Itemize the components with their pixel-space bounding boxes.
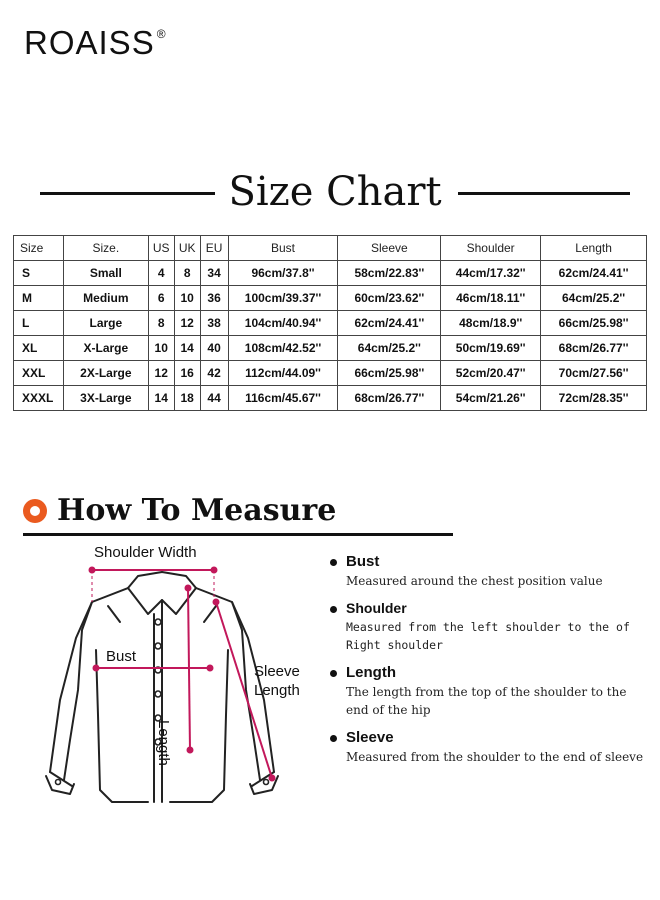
guide-item-shoulder [328,600,648,654]
cell-eu: 38 [200,311,228,336]
table-row [14,386,647,411]
how-to-measure-title: How To Measure [57,493,337,528]
cell-length: 68cm/26.77'' [541,336,647,361]
cell-uk: 8 [174,261,200,286]
cell-length: 64cm/25.2'' [541,286,647,311]
guide-description: Measured from the shoulder to the end of sleeve [346,750,644,764]
cell-eu: 44 [200,386,228,411]
cell-sleeve: 66cm/25.98'' [338,361,441,386]
table-header-row [14,236,647,261]
guide-item-sleeve [328,729,648,766]
cell-us: 8 [148,311,174,336]
col-header-us: US [148,236,174,261]
cell-size: S [14,261,64,286]
cell-uk: 12 [174,311,200,336]
label-length: Length [155,720,172,766]
size-chart-title-row [40,168,630,218]
col-header-shoulder: Shoulder [441,236,541,261]
cell-uk: 18 [174,386,200,411]
cell-bust: 104cm/40.94'' [228,311,338,336]
table-row [14,286,647,311]
label-sleeve-length: Length [254,682,300,699]
heading-underline [23,533,453,536]
cell-size: XXL [14,361,64,386]
size-table [13,235,647,411]
label-bust: Bust [106,648,137,665]
cell-us: 14 [148,386,174,411]
col-header-size: Size [14,236,64,261]
col-header-size-name: Size. [63,236,148,261]
cell-us: 6 [148,286,174,311]
col-header-sleeve: Sleeve [338,236,441,261]
guide-description: The length from the top of the shoulder to the end of the hip [346,685,627,717]
shirt-measure-diagram [20,540,320,840]
cell-length: 62cm/24.41'' [541,261,647,286]
cell-us: 10 [148,336,174,361]
cell-shoulder: 46cm/18.11'' [441,286,541,311]
cell-size-name: X-Large [63,336,148,361]
guide-description: Measured around the chest position value [346,574,603,588]
cell-size-name: Large [63,311,148,336]
table-row [14,311,647,336]
guide-item-bust [328,553,648,590]
cell-shoulder: 52cm/20.47'' [441,361,541,386]
brand-logo [24,24,167,62]
cell-us: 12 [148,361,174,386]
cell-size: XXXL [14,386,64,411]
guide-heading: Bust [346,553,380,570]
label-shoulder-width: Shoulder Width [94,544,197,561]
cell-bust: 96cm/37.8'' [228,261,338,286]
cell-uk: 16 [174,361,200,386]
cell-eu: 42 [200,361,228,386]
table-row [14,336,647,361]
cell-sleeve: 64cm/25.2'' [338,336,441,361]
guide-heading: Shoulder [346,600,407,616]
cell-sleeve: 68cm/26.77'' [338,386,441,411]
cell-size-name: 2X-Large [63,361,148,386]
cell-sleeve: 60cm/23.62'' [338,286,441,311]
cell-uk: 14 [174,336,200,361]
col-header-eu: EU [200,236,228,261]
title-rule-right [458,192,630,195]
cell-bust: 108cm/42.52'' [228,336,338,361]
cell-sleeve: 58cm/22.83'' [338,261,441,286]
guide-heading: Length [346,664,396,681]
cell-length: 72cm/28.35'' [541,386,647,411]
cell-size-name: Small [63,261,148,286]
cell-length: 66cm/25.98'' [541,311,647,336]
how-to-measure-heading [23,495,453,535]
cell-bust: 116cm/45.67'' [228,386,338,411]
cell-bust: 100cm/39.37'' [228,286,338,311]
cell-shoulder: 44cm/17.32'' [441,261,541,286]
brand-name: ROAISS [24,24,155,61]
bullet-circle-icon [23,499,47,523]
col-header-uk: UK [174,236,200,261]
cell-eu: 36 [200,286,228,311]
bullet-dot-icon [330,606,337,613]
label-sleeve: Sleeve [254,663,300,680]
guide-item-length [328,664,648,719]
cell-us: 4 [148,261,174,286]
cell-size: M [14,286,64,311]
cell-length: 70cm/27.56'' [541,361,647,386]
cell-eu: 40 [200,336,228,361]
cell-shoulder: 48cm/18.9'' [441,311,541,336]
cell-uk: 10 [174,286,200,311]
bullet-dot-icon [330,559,337,566]
guide-description: Measured from the left shoulder to the of Right shoulder [346,620,630,652]
col-header-bust: Bust [228,236,338,261]
guide-heading: Sleeve [346,729,394,746]
cell-size: L [14,311,64,336]
registered-mark: ® [156,27,167,41]
bullet-dot-icon [330,670,337,677]
cell-shoulder: 54cm/21.26'' [441,386,541,411]
size-chart-title: Size Chart [228,169,442,215]
cell-size: XL [14,336,64,361]
cell-sleeve: 62cm/24.41'' [338,311,441,336]
col-header-length: Length [541,236,647,261]
measure-guide-list [328,553,648,776]
cell-size-name: 3X-Large [63,386,148,411]
table-row [14,361,647,386]
cell-eu: 34 [200,261,228,286]
bullet-dot-icon [330,735,337,742]
table-row [14,261,647,286]
cell-shoulder: 50cm/19.69'' [441,336,541,361]
cell-size-name: Medium [63,286,148,311]
cell-bust: 112cm/44.09'' [228,361,338,386]
